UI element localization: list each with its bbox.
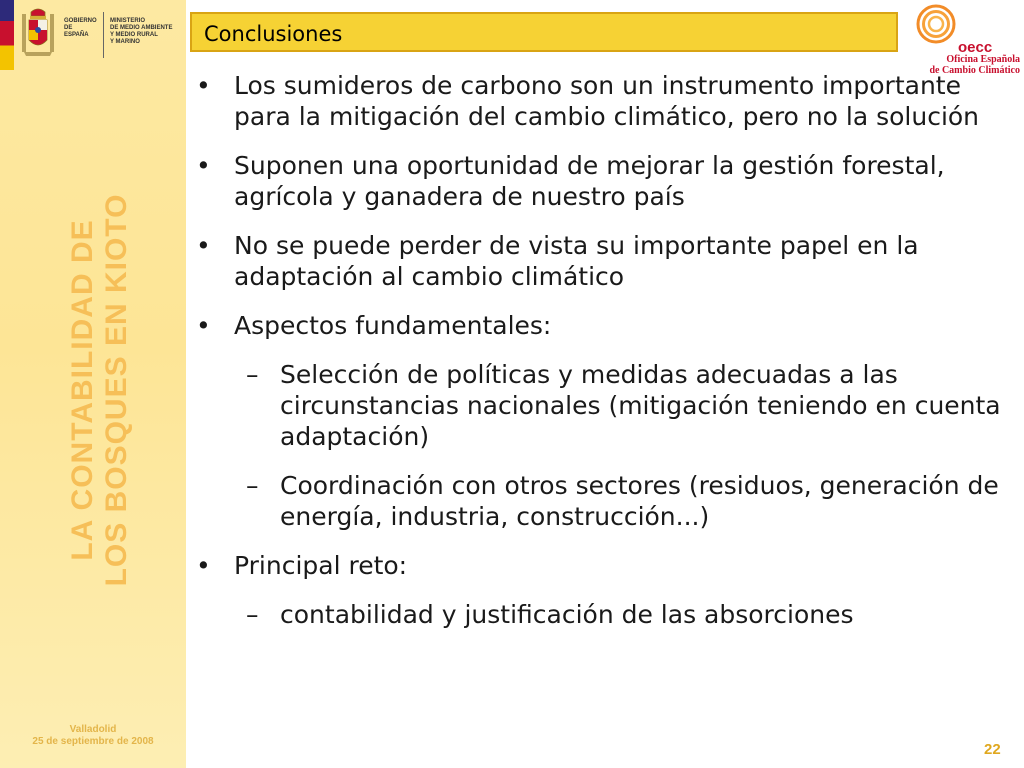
bullet-text: Los sumideros de carbono son un instrumento importante para la mitigación del cambio climático, pero no la solución [234, 71, 980, 131]
bullet-item [196, 70, 1006, 132]
bullet-item [196, 230, 1006, 292]
sub-bullet-marker: – [246, 600, 259, 629]
footer-place: Valladolid [69, 724, 117, 735]
divider [103, 12, 104, 58]
bullet-marker: • [196, 551, 211, 580]
bullet-text: Suponen una oportunidad de mejorar la gestión forestal, agrícola y ganadera de nuestro país [234, 151, 945, 211]
sidebar [0, 0, 186, 768]
sub-bullet-item [196, 470, 1006, 532]
page-number: 22 [984, 741, 1001, 758]
bullet-text: Principal reto: [234, 551, 408, 580]
vertical-title-line: LOS BOSQUES EN KIOTO [100, 193, 133, 587]
bullet-list [196, 70, 1006, 648]
sub-bullet-text: Selección de políticas y medidas adecuadas a las circunstancias nacionales (mitigación teniendo en cuenta adaptación) [280, 360, 1001, 451]
sub-bullet-text: contabilidad y justificación de las absorciones [280, 600, 854, 629]
bullet-marker: • [196, 311, 211, 340]
oecc-logo [906, 4, 1020, 80]
bullet-marker: • [196, 151, 211, 180]
bullet-text: No se puede perder de vista su importante papel en la adaptación al cambio climático [234, 231, 919, 291]
bullet-marker: • [196, 71, 211, 100]
oecc-name: oecc [958, 39, 993, 56]
sub-bullet-marker: – [246, 360, 259, 389]
title-bar [190, 12, 898, 52]
bullet-text: Aspectos fundamentales: [234, 311, 552, 340]
bullet-marker: • [196, 231, 211, 260]
vertical-title [64, 180, 136, 600]
government-label: GOBIERNO DE ESPAÑA [64, 18, 97, 38]
bullet-item [196, 150, 1006, 212]
footer-date: 25 de septiembre de 2008 [32, 736, 154, 747]
slide-title: Conclusiones [204, 22, 343, 46]
ministry-label: MINISTERIO DE MEDIO AMBIENTE Y MEDIO RURAL Y MARINO [110, 18, 173, 45]
sub-bullet-text: Coordinación con otros sectores (residuos, generación de energía, industria, construcción...) [280, 471, 999, 531]
oecc-rings-icon [916, 4, 960, 48]
bullet-item [196, 550, 1006, 581]
coat-of-arms-icon [20, 6, 56, 62]
sub-bullet-item [196, 599, 1006, 630]
oecc-subtitle: Oficina Española de Cambio Climático [929, 54, 1020, 76]
sub-bullet-marker: – [246, 471, 259, 500]
flag-stripe [0, 0, 14, 70]
bullet-item [196, 310, 1006, 341]
vertical-title-line: LA CONTABILIDAD DE [66, 219, 99, 561]
sub-bullet-item [196, 359, 1006, 452]
footer-location [0, 724, 186, 748]
